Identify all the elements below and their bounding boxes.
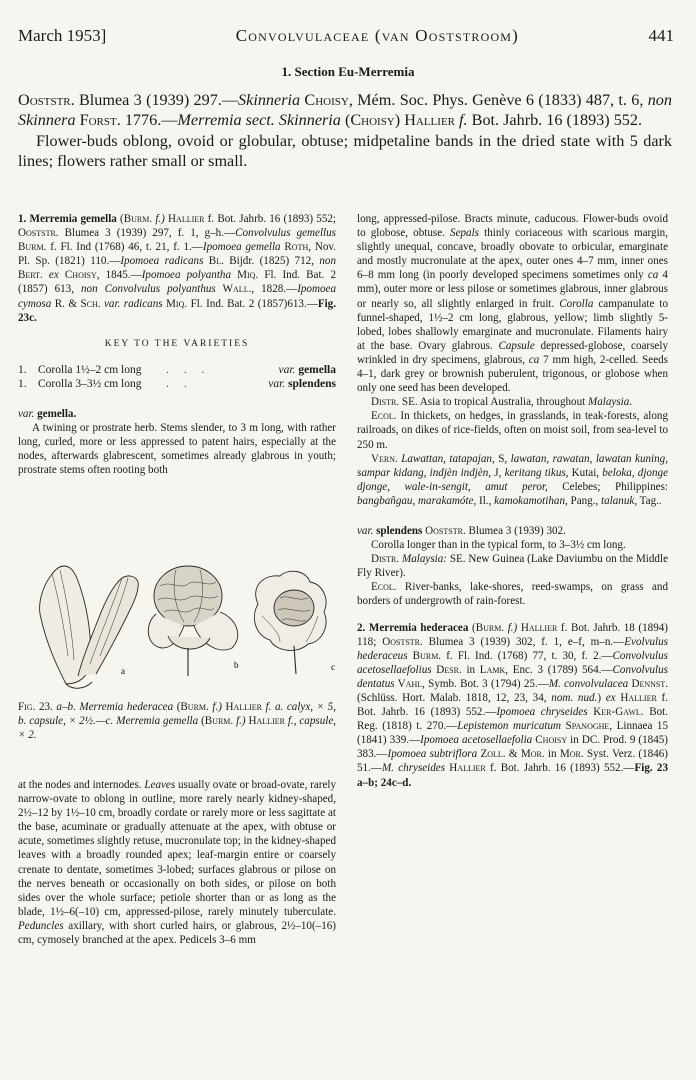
ecology-gemella: Ecol. In thickets, on hedges, in grasslands, in teak-forests, along railroads, on dikes of rice-fields, often on moist soil, from sea-level to 250 m. <box>357 410 668 451</box>
key-row: 1. Corolla 3–3½ cm long . . var. splendens <box>18 377 336 390</box>
figure-caption: Fig. 23. a–b. Merremia hederacea (Burm. f.) Hallier f. a. calyx, × 5, b. capsule, × 2½.—c. Merremia gemella (Burm. f.) Hallier f., capsule, × 2. <box>18 701 337 742</box>
key-heading: KEY TO THE VARIETIES <box>104 338 250 349</box>
right-column <box>357 212 668 790</box>
issue-date: March 1953] <box>18 26 107 45</box>
flower-description: long, appressed-pilose. Bracts minute, caducous. Flower-buds ovoid to globose, obtuse. Sepals thinly coriaceous with scarious margin, slightly unequal, concave, broadly obovate to orbicular, emarginate and mostly mucronulate at the apex, outer ones 4–7 mm, inner ones 6–8 mm long (in poorly developed specimens sometimes only ca 4 mm), outer more or less pilose or sometimes glabrous, inner glabrous or nearly so, all slightly enlarged in fruit. Corolla campanulate to funnel-shaped, 1½–2 cm long, glabrous, yellow; limb slightly 5-lobed, lobes shallowly emarginate and mucronulate. Filaments hairy at the base. Ovary glabrous. Capsule depressed-globose, coarsely wrinkled in dry specimens, glabrous, ca 7 mm high, 2-celled. Seeds 4–1, dark grey or brownish puberulent, trigonous, or globose when only one seed has been developed. <box>357 213 669 395</box>
capsule-drawing-c <box>254 571 326 674</box>
section-title: 1. Section Eu-Merremia <box>281 64 415 79</box>
variety-heading-gemella: var. gemella. <box>18 408 77 421</box>
figure-label-a: a <box>121 666 125 676</box>
page-number: 441 <box>648 26 674 45</box>
left-column-bottom <box>18 778 336 947</box>
capsule-drawing-b <box>148 566 237 676</box>
left-column-top <box>18 212 336 478</box>
ecology-splendens: Ecol. River-banks, lake-shores, reed-swamps, on grass and borders of undergrowth of rain-forest. <box>357 581 668 608</box>
key-row: 1. Corolla 1½–2 cm long . . . var. gemella <box>18 363 336 376</box>
section-description <box>18 90 672 171</box>
species-entry-gemella: 1. Merremia gemella (Burm. f.) Hallier f. Bot. Jahrb. 16 (1893) 552; Ooststr. Blumea 3 (1939) 297, f. 1, g–h.—Convolvulus gemellus Burm. f. Fl. Ind (1768) 46, t. 21, f. 1.—Ipomoea gemella Roth, Nov. Pl. Sp. (1821) 110.—Ipomoea radicans Bl. Bijdr. (1825) 712, non Bert. ex Choisy, 1845.—Ipomoea polyantha Miq. Fl. Ind. Bat. 2 (1857) 613, non Convolvulus polyanthus Wall., 1828.—Ipomoea cymosa R. & Sch. var. radicans Miq. Fl. Ind. Bat. 2 (1857)613.—Fig. 23c. <box>18 213 337 324</box>
leaf-description: at the nodes and internodes. Leaves usually ovate or broad-ovate, rarely narrow-ovate to oblong in outline, more rarely nearly kidney-shaped, 2½–12 by 1½–10 cm, broadly cordate or rarely more or less sagittate at the base, acuminate or gradually attenuate at the apex, with obtuse or acute, sometimes slightly retuse, mucronulate top; in the kidney-shaped leaves with a broadly rounded apex; leaf-margin entire or coarsely crenate to dentate, sometimes 3-lobed; surfaces glabrous or pilose on the nerves beneath or occasionally on both sides, or pilose on both sides over the whole surface; petiole shorter than or as long as the blade, 1½–6(–10) cm, appressed-pilose, rarely minutely tuberculate. Peduncles axillary, with short curled hairs, or glabrous, 2½–10(–16) cm, cymosely branched at the apex. Pedicels 3–6 mm <box>18 779 337 947</box>
figure-label-c: c <box>331 662 335 672</box>
running-head <box>18 26 674 46</box>
distribution-splendens: Distr. Malaysia: SE. New Guinea (Lake Daviumbu on the Middle Fly River). <box>357 553 668 580</box>
family-title: Convolvulaceae (van Ooststroom) <box>235 26 520 45</box>
figure-23 <box>18 556 336 696</box>
variety-description-splendens: Corolla longer than in the typical form, to 3–3½ cm long. <box>371 539 626 552</box>
figure-label-b: b <box>234 660 239 670</box>
figure-23-illustration <box>18 556 336 696</box>
vernacular-names: Vern. Lawattan, tatapajan, S, lawatan, rawatan, lawatan kuning, sampar kidang, indjèn indjèn, J, keritang tikus, Kutai, beloka, djonge djonge, wale-in-sengit, amut peror, Celebes; Philippines: bangbañgau, marakamóte, Il., kamokamotihan, Pang., talanuk, Tag.. <box>357 452 669 507</box>
key-table <box>18 363 336 391</box>
distribution-gemella: Distr. SE. Asia to tropical Australia, throughout Malaysia. <box>371 396 633 409</box>
section-synonymy: Ooststr. Blumea 3 (1939) 297.—Skinneria Choisy, Mém. Soc. Phys. Genève 6 (1833) 487, t. 6, non Skinnera Forst. 1776.—Merremia sect. Skinneria (Choisy) Hallier f. Bot. Jahrb. 16 (1893) 552. <box>18 91 672 129</box>
species-entry-hederacea: 2. Merremia hederacea (Burm. f.) Hallier f. Bot. Jahrb. 18 (1894) 118; Ooststr. Blumea 3 (1939) 302, f. 1, e–f, m–n.—Evolvulus hederaceus Burm. f. Fl. Ind. (1768) 77, t. 30, f. 2.—Convolvulus acetosellaefolius Desr. in Lamk, Enc. 3 (1789) 564.—Convolvulus dentatus Vahl, Symb. Bot. 3 (1794) 25.—M. convolvulacea Dennst. (Schlüss. Hort. Malab. 1818, 12, 23, 34, nom. nud.) ex Hallier f. Bot. Jahrb. 16 (1893) 552.—Ipomoea chryseides Ker-Gawl. Bot. Reg. (1818) t. 270.—Lepistemon muricatum Spanoghe, Linnaea 15 (1841) 339.—Ipomoea acetosellaefolia Choisy in DC. Prod. 9 (1845) 383.—Ipomoea subtriflora Zoll. & Mor. in Mor. Syst. Verz. (1846) 51.—M. chryseides Hallier f. Bot. Jahrb. 16 (1893) 552.—Fig. 23 a–b; 24c–d. <box>357 621 669 789</box>
variety-heading-splendens: var. splendens Ooststr. Blumea 3 (1939) 302. <box>357 524 566 537</box>
variety-description-gemella: A twining or prostrate herb. Stems slender, to 3 m long, with rather long, curled, more or less appressed to patent hairs, especially at the nodes, afterwards glabrescent, sometimes already glabrous in youth; prostrate stems often rooting both <box>18 422 336 477</box>
section-diagnosis: Flower-buds oblong, ovoid or globular, obtuse; midpetaline bands in the dried state with 5 dark lines; flowers rather small or small. <box>18 132 672 170</box>
